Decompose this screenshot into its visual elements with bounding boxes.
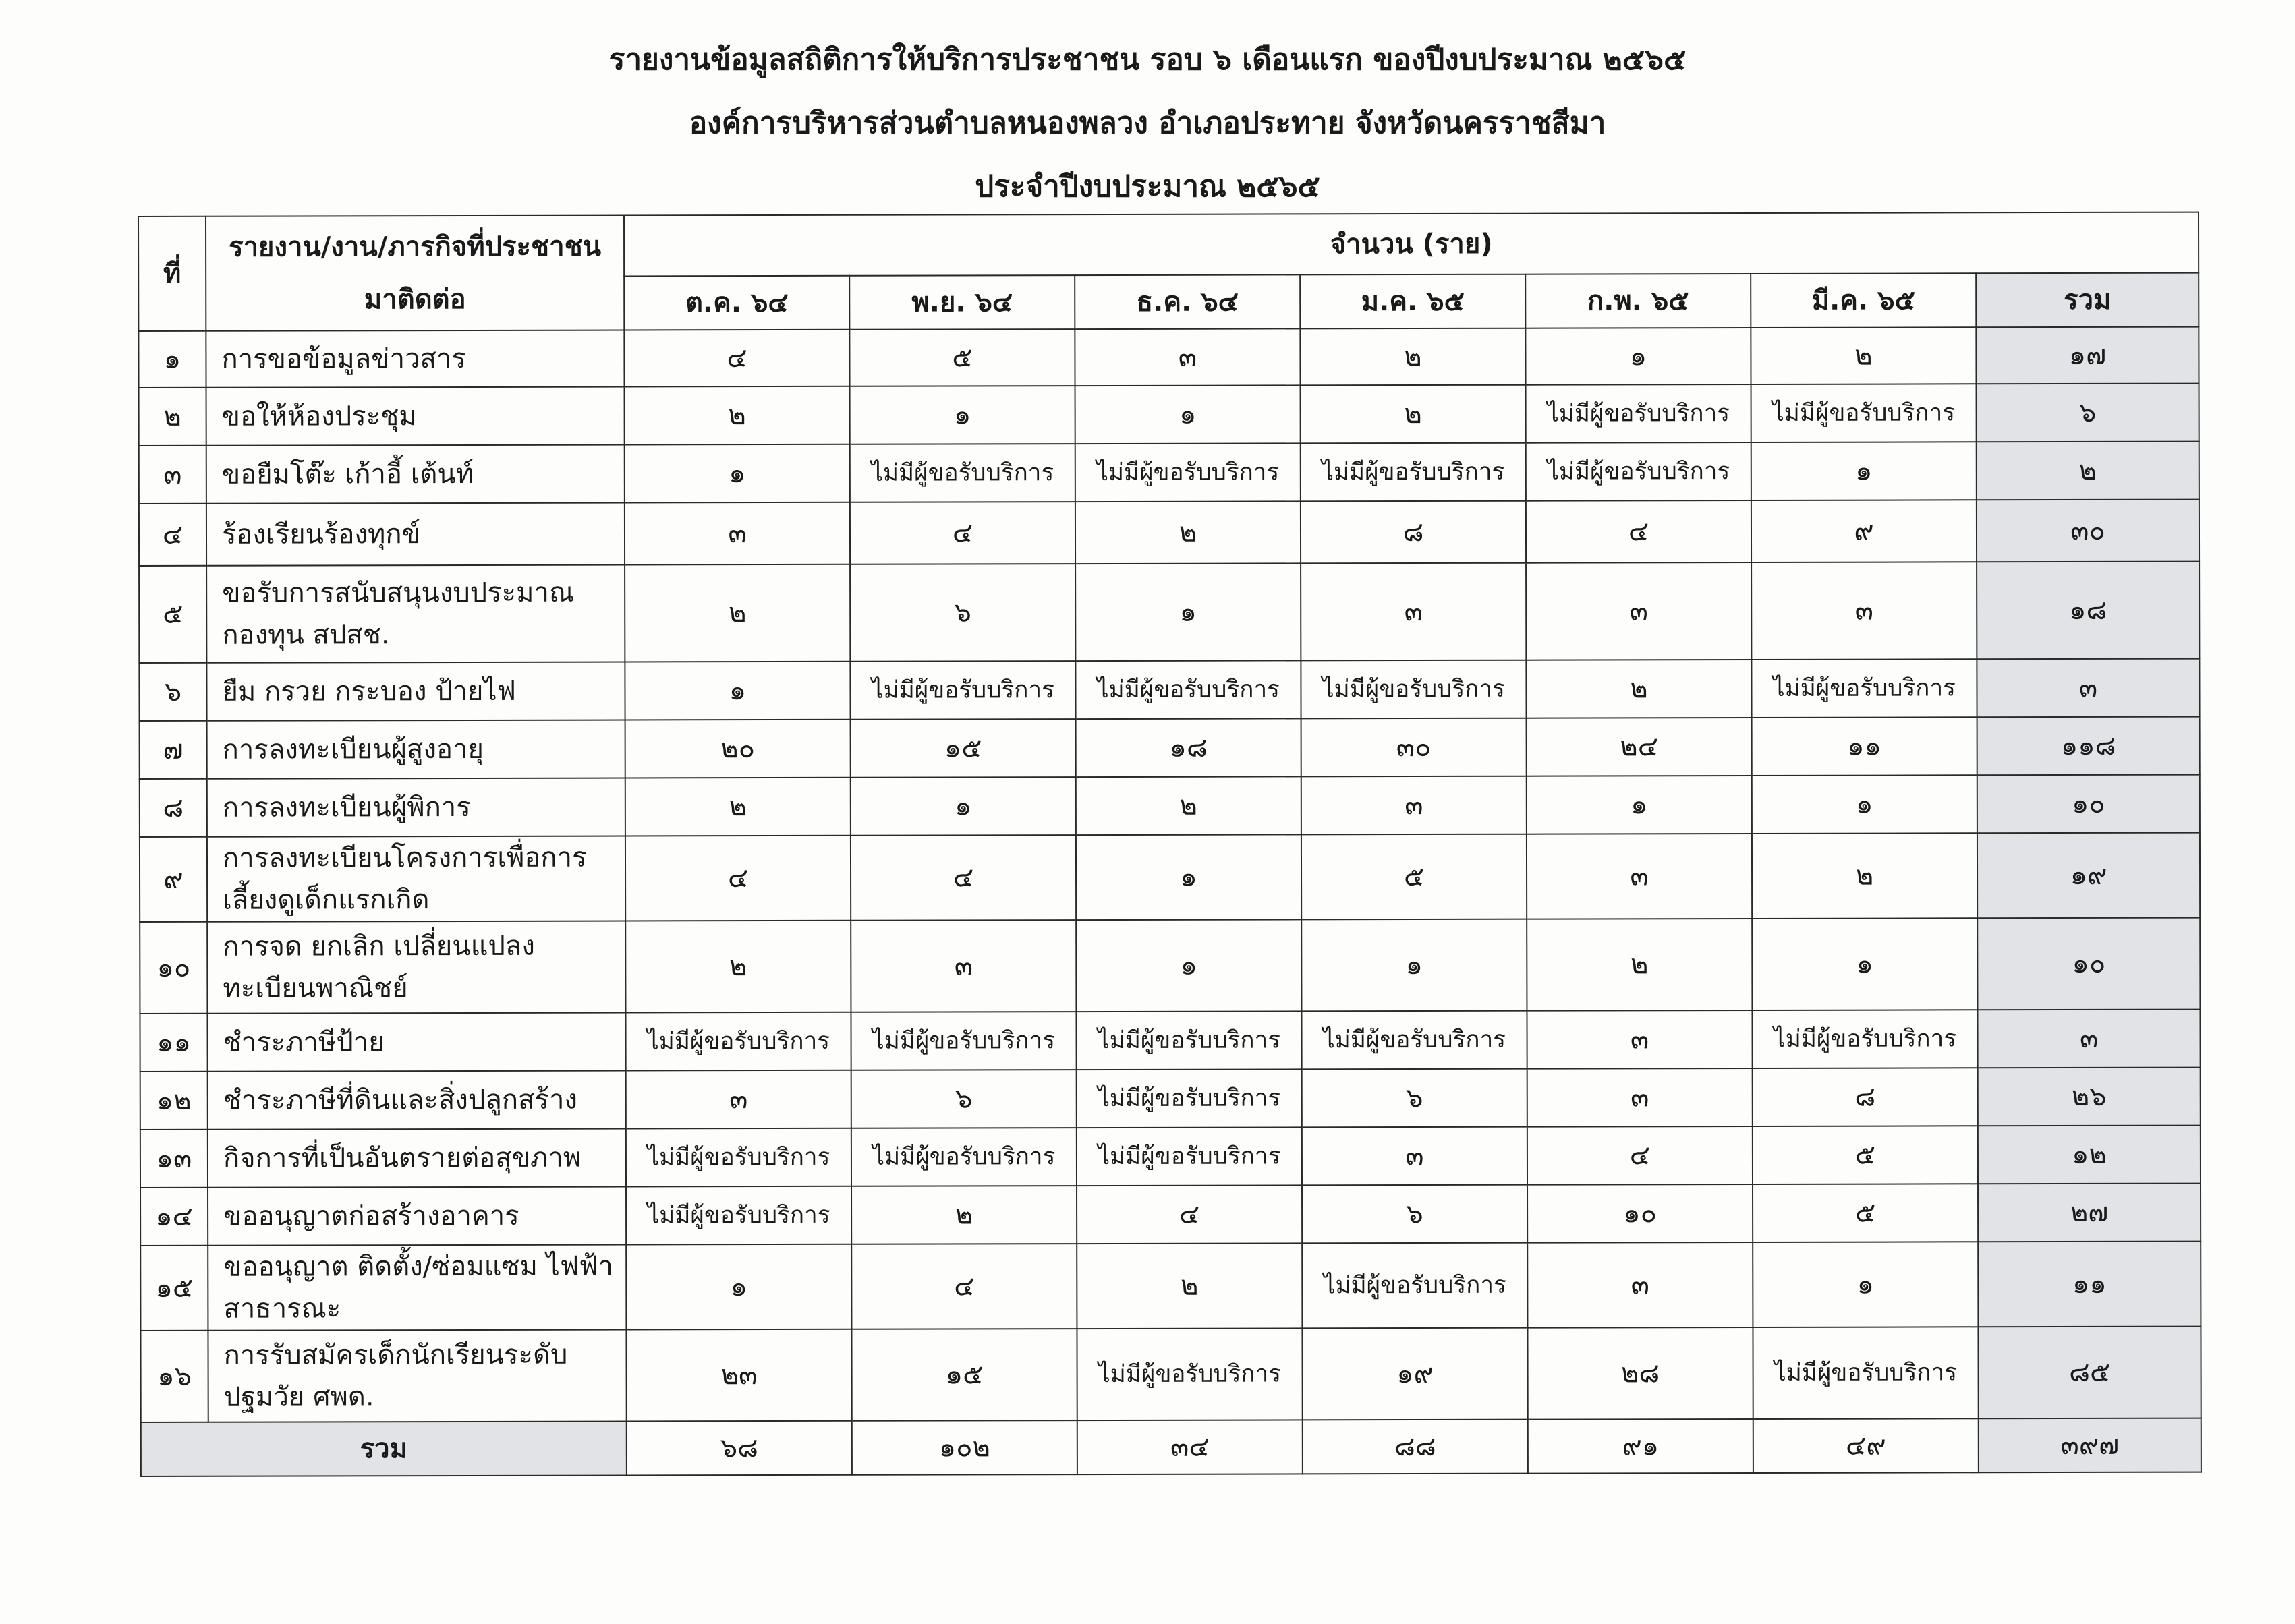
row-value: ๒ — [1075, 501, 1301, 564]
row-value: ๒๔ — [1527, 718, 1752, 776]
row-no-service: ไม่มีผู้ขอรับบริการ — [1301, 660, 1526, 719]
row-task — [208, 1186, 626, 1245]
total-row — [141, 1418, 2201, 1476]
row-no-service: ไม่มีผู้ขอรับบริการ — [850, 661, 1075, 720]
month-total: ๖๘ — [627, 1421, 852, 1476]
row-value: ๒ — [1752, 833, 1977, 919]
row-value: ๒ — [625, 921, 851, 1013]
row-task-line: การขอข้อมูลข่าวสาร — [221, 343, 466, 375]
row-task — [208, 1244, 626, 1330]
row-value: ๒ — [851, 1186, 1077, 1244]
table-row — [139, 442, 2199, 504]
row-number: ๑๖ — [140, 1331, 208, 1422]
row-total: ๓๐ — [1977, 500, 2199, 562]
row-value: ๑ — [1076, 834, 1301, 920]
row-task-line: สาธารณะ — [223, 1293, 341, 1325]
month-total: ๔๙ — [1753, 1418, 1979, 1473]
row-value: ๑ — [1525, 328, 1751, 385]
table-row — [140, 717, 2200, 779]
row-task-line: การลงทะเบียนผู้พิการ — [222, 791, 471, 823]
row-value: ๒๐ — [625, 720, 851, 778]
row-value: ๑ — [625, 662, 850, 720]
row-no-service: ไม่มีผู้ขอรับบริการ — [1751, 659, 1977, 718]
row-task-line: เลี้ยงดูเด็กแรกเกิด — [223, 884, 430, 916]
row-no-service: ไม่มีผู้ขอรับบริการ — [850, 444, 1075, 502]
row-value: ๒ — [1526, 660, 1751, 718]
table-row — [140, 833, 2200, 922]
row-total: ๘๕ — [1978, 1327, 2201, 1419]
row-value: ๔ — [1526, 500, 1751, 563]
month-total: ๓๔ — [1077, 1420, 1303, 1474]
row-value: ๕ — [849, 329, 1075, 386]
row-no-service: ไม่มีผู้ขอรับบริการ — [1301, 443, 1526, 502]
report-title: รายงานข้อมูลสถิติการให้บริการประชาชน รอบ ๖ เดือนแรก ของปีงบประมาณ ๒๕๖๕ — [608, 42, 1687, 77]
table-row — [139, 384, 2199, 446]
row-value: ๒ — [625, 386, 850, 445]
row-no-service: ไม่มีผู้ขอรับบริการ — [1075, 660, 1301, 719]
row-value: ๑ — [1075, 385, 1301, 444]
header-task-line: มาติดต่อ — [364, 283, 466, 316]
row-no-service: ไม่มีผู้ขอรับบริการ — [851, 1128, 1077, 1186]
table-row — [139, 659, 2199, 721]
row-task — [206, 444, 625, 503]
row-total: ๑๗ — [1976, 327, 2199, 384]
row-task-line: ทะเบียนพาณิชย์ — [223, 973, 408, 1004]
row-value: ๓ — [1301, 776, 1527, 835]
row-value: ๒ — [625, 778, 851, 836]
row-task-line: ขอรับการสนับสนุนงบประมาณ — [222, 577, 575, 609]
row-value: ๒ — [1527, 919, 1752, 1011]
table-body — [138, 327, 2201, 1422]
row-task — [206, 330, 624, 387]
row-value: ๑๘ — [1076, 718, 1301, 777]
row-number: ๙ — [140, 837, 207, 922]
month-total: ๙๑ — [1528, 1419, 1753, 1474]
row-value: ๓ — [851, 920, 1076, 1012]
row-no-service: ไม่มีผู้ขอรับบริการ — [1077, 1328, 1302, 1420]
header-month: พ.ย. ๖๔ — [849, 275, 1075, 330]
table-row — [140, 1010, 2200, 1072]
header-month: ต.ค. ๖๔ — [624, 276, 849, 330]
row-no-service: ไม่มีผู้ขอรับบริการ — [1526, 384, 1751, 443]
row-value: ๒๓ — [626, 1329, 851, 1422]
row-number: ๑๒ — [140, 1072, 208, 1130]
row-value: ๔ — [851, 835, 1076, 921]
row-number: ๑ — [138, 331, 206, 388]
row-task — [206, 386, 625, 445]
row-no-service: ไม่มีผู้ขอรับบริการ — [625, 1012, 851, 1071]
row-value: ๒ — [1300, 328, 1525, 386]
row-task-line: การรับสมัครเด็กนักเรียนระดับ — [223, 1339, 568, 1371]
row-value: ๓ — [1751, 562, 1977, 660]
row-total: ๑๐ — [1977, 775, 2200, 834]
row-task-line: ร้องเรียนร้องทุกข์ — [221, 519, 420, 550]
row-total: ๑๙ — [1977, 833, 2200, 919]
header-month: ก.พ. ๖๕ — [1525, 274, 1751, 328]
row-no-service: ไม่มีผู้ขอรับบริการ — [1077, 1127, 1302, 1186]
month-total: ๘๘ — [1303, 1420, 1528, 1474]
row-no-service: ไม่มีผู้ขอรับบริการ — [1302, 1243, 1527, 1329]
row-task — [208, 1329, 626, 1422]
row-task — [208, 1070, 626, 1129]
row-value: ๑ — [1301, 919, 1527, 1012]
row-no-service: ไม่มีผู้ขอรับบริการ — [1753, 1327, 1978, 1419]
row-number: ๑๓ — [140, 1130, 208, 1188]
row-value: ๑ — [1752, 918, 1977, 1010]
header-month: ธ.ค. ๖๔ — [1075, 274, 1300, 329]
row-value: ๑๕ — [851, 1329, 1077, 1421]
row-no-service: ไม่มีผู้ขอรับบริการ — [851, 1012, 1076, 1070]
header-count: จำนวน (ราย) — [624, 212, 2199, 277]
row-value: ๔ — [851, 1244, 1077, 1329]
table-row — [139, 562, 2199, 663]
row-value: ๑ — [1527, 776, 1752, 834]
row-task — [208, 1128, 626, 1187]
row-number: ๑๑ — [140, 1014, 207, 1072]
row-task — [206, 662, 625, 720]
row-no-service: ไม่มีผู้ขอรับบริการ — [1301, 1011, 1527, 1070]
statistics-table — [138, 212, 2202, 1477]
row-number: ๔ — [139, 504, 206, 566]
row-value: ๑ — [850, 386, 1075, 444]
row-value: ๓ — [1527, 1068, 1753, 1127]
row-task-line: ขออนุญาตก่อสร้างอาคาร — [223, 1200, 519, 1232]
row-value: ๙ — [1751, 500, 1977, 562]
row-total: ๑๐ — [1977, 918, 2200, 1010]
row-task-line: ขอให้ห้องประชุม — [221, 401, 417, 432]
row-value: ๕ — [1753, 1184, 1978, 1242]
row-value: ๘ — [1301, 501, 1526, 564]
row-no-service: ไม่มีผู้ขอรับบริการ — [1526, 442, 1751, 501]
row-total: ๒๖ — [1978, 1068, 2201, 1126]
row-value: ๓ — [1527, 1010, 1752, 1069]
row-value: ๑๕ — [851, 719, 1076, 778]
row-value: ๓๐ — [1301, 718, 1527, 777]
row-value: ๑ — [1751, 442, 1977, 500]
row-value: ๑ — [851, 777, 1076, 836]
row-task-line: ชำระภาษีที่ดินและสิ่งปลูกสร้าง — [223, 1084, 577, 1116]
row-task — [207, 836, 625, 921]
row-task-line: กองทุน สปสช. — [222, 619, 390, 651]
row-task — [207, 1012, 625, 1071]
row-value: ๒ — [1301, 385, 1526, 444]
row-value: ๑ — [625, 444, 850, 503]
row-total: ๑๑๘ — [1977, 717, 2200, 776]
header-month: มี.ค. ๖๕ — [1751, 273, 1976, 328]
row-value: ๖ — [1302, 1185, 1527, 1244]
row-total: ๖ — [1977, 384, 2199, 442]
total-label: รวม — [141, 1421, 627, 1476]
row-number: ๒ — [139, 388, 206, 446]
row-value: ๕ — [1301, 834, 1527, 920]
row-value: ๔ — [624, 330, 849, 387]
row-no-service: ไม่มีผู้ขอรับบริการ — [1076, 1011, 1301, 1070]
grand-total: ๓๙๗ — [1979, 1418, 2201, 1473]
row-task-line: กิจการที่เป็นอันตรายต่อสุขภาพ — [223, 1142, 582, 1174]
row-no-service: ไม่มีผู้ขอรับบริการ — [1752, 1010, 1977, 1068]
row-value: ๑ — [1075, 563, 1301, 661]
row-task — [207, 778, 625, 836]
row-no-service: ไม่มีผู้ขอรับบริการ — [1075, 443, 1301, 502]
table-row — [140, 1242, 2201, 1331]
organization-name: องค์การบริหารส่วนตำบลหนองพลวง อำเภอประทาย จังหวัดนครราชสีมา — [689, 106, 1606, 140]
row-value: ๓ — [1527, 834, 1752, 919]
row-value: ๓ — [626, 1070, 851, 1129]
row-value: ๔ — [625, 836, 851, 921]
row-task — [206, 564, 625, 662]
row-number: ๑๐ — [140, 922, 207, 1014]
row-task-line: ขอยืมโต๊ะ เก้าอี้ เต้นท์ — [221, 458, 474, 490]
row-task — [206, 502, 625, 565]
row-number: ๑๕ — [140, 1246, 208, 1331]
row-value: ๖ — [850, 564, 1075, 662]
row-value: ๖ — [1302, 1069, 1527, 1128]
header-no: ที่ — [138, 216, 206, 331]
row-total: ๑๘ — [1977, 562, 2199, 660]
row-value: ๔ — [1527, 1126, 1753, 1185]
header-task — [206, 215, 624, 330]
row-task — [207, 720, 625, 778]
table-row — [140, 1126, 2201, 1188]
table-row — [140, 775, 2200, 837]
row-total: ๒ — [1977, 442, 2199, 500]
row-value: ๑๐ — [1527, 1184, 1753, 1243]
row-total: ๑๑ — [1978, 1242, 2201, 1327]
month-total: ๑๐๒ — [852, 1420, 1077, 1475]
row-no-service: ไม่มีผู้ขอรับบริการ — [626, 1186, 851, 1245]
row-number: ๑๔ — [140, 1188, 208, 1246]
row-total: ๒๗ — [1978, 1184, 2201, 1242]
row-number: ๗ — [140, 721, 207, 779]
row-value: ๓ — [1302, 1127, 1527, 1186]
row-total: ๓ — [1977, 1010, 2200, 1068]
table-row — [139, 500, 2199, 566]
row-value: ๖ — [851, 1070, 1077, 1128]
row-value: ๑ — [626, 1244, 851, 1330]
row-value: ๕ — [1753, 1126, 1978, 1184]
row-value: ๑๙ — [1302, 1328, 1527, 1420]
report-title-block — [0, 42, 2295, 232]
row-value: ๓ — [1526, 562, 1751, 660]
row-number: ๓ — [139, 446, 206, 504]
table-row — [140, 1184, 2201, 1246]
row-value: ๓ — [1527, 1242, 1753, 1328]
row-task — [207, 921, 625, 1013]
row-task-line: การลงทะเบียนผู้สูงอายุ — [222, 733, 484, 765]
table-row — [140, 918, 2200, 1014]
row-total: ๑๒ — [1978, 1126, 2201, 1184]
row-value: ๓ — [1301, 563, 1526, 661]
row-value: ๒ — [1076, 776, 1301, 835]
header-month: ม.ค. ๖๕ — [1300, 274, 1525, 329]
table-row — [140, 1068, 2201, 1130]
row-value: ๑๑ — [1752, 717, 1977, 776]
row-value: ๓ — [625, 502, 850, 565]
row-total: ๓ — [1977, 659, 2199, 718]
row-task-line: การลงทะเบียนโครงการเพื่อการ — [222, 842, 587, 874]
row-value: ๑ — [1753, 1242, 1978, 1327]
row-no-service: ไม่มีผู้ขอรับบริการ — [626, 1128, 851, 1187]
row-no-service: ไม่มีผู้ขอรับบริการ — [1077, 1069, 1302, 1128]
row-no-service: ไม่มีผู้ขอรับบริการ — [1751, 384, 1977, 442]
row-value: ๑ — [1752, 775, 1977, 834]
header-total: รวม — [1976, 273, 2199, 328]
row-value: ๒ — [625, 564, 850, 662]
row-number: ๘ — [140, 779, 207, 837]
row-number: ๖ — [139, 663, 206, 721]
row-value: ๔ — [850, 502, 1075, 564]
row-task-line: ชำระภาษีป้าย — [223, 1026, 385, 1058]
row-task-line: ขออนุญาต ติดตั้ง/ซ่อมแซม ไฟฟ้า — [223, 1250, 613, 1283]
row-task-line: การจด ยกเลิก เปลี่ยนแปลง — [223, 930, 535, 962]
row-value: ๒ — [1077, 1243, 1302, 1329]
row-value: ๔ — [1077, 1185, 1302, 1244]
row-task-line: ยืม กรวย กระบอง ป้ายไฟ — [222, 675, 516, 707]
row-task-line: ปฐมวัย ศพด. — [223, 1381, 374, 1413]
fiscal-year: ประจำปีงบประมาณ ๒๕๖๕ — [975, 169, 1320, 204]
header-task-line: รายงาน/งาน/ภารกิจที่ประชาชน — [229, 231, 602, 263]
table-row — [140, 1327, 2201, 1422]
row-value: ๓ — [1075, 328, 1300, 386]
row-value: ๒๘ — [1527, 1327, 1753, 1420]
table-row — [138, 327, 2199, 388]
row-value: ๒ — [1751, 327, 1976, 384]
row-number: ๕ — [139, 566, 206, 663]
row-value: ๑ — [1076, 919, 1301, 1012]
row-value: ๘ — [1753, 1068, 1978, 1126]
